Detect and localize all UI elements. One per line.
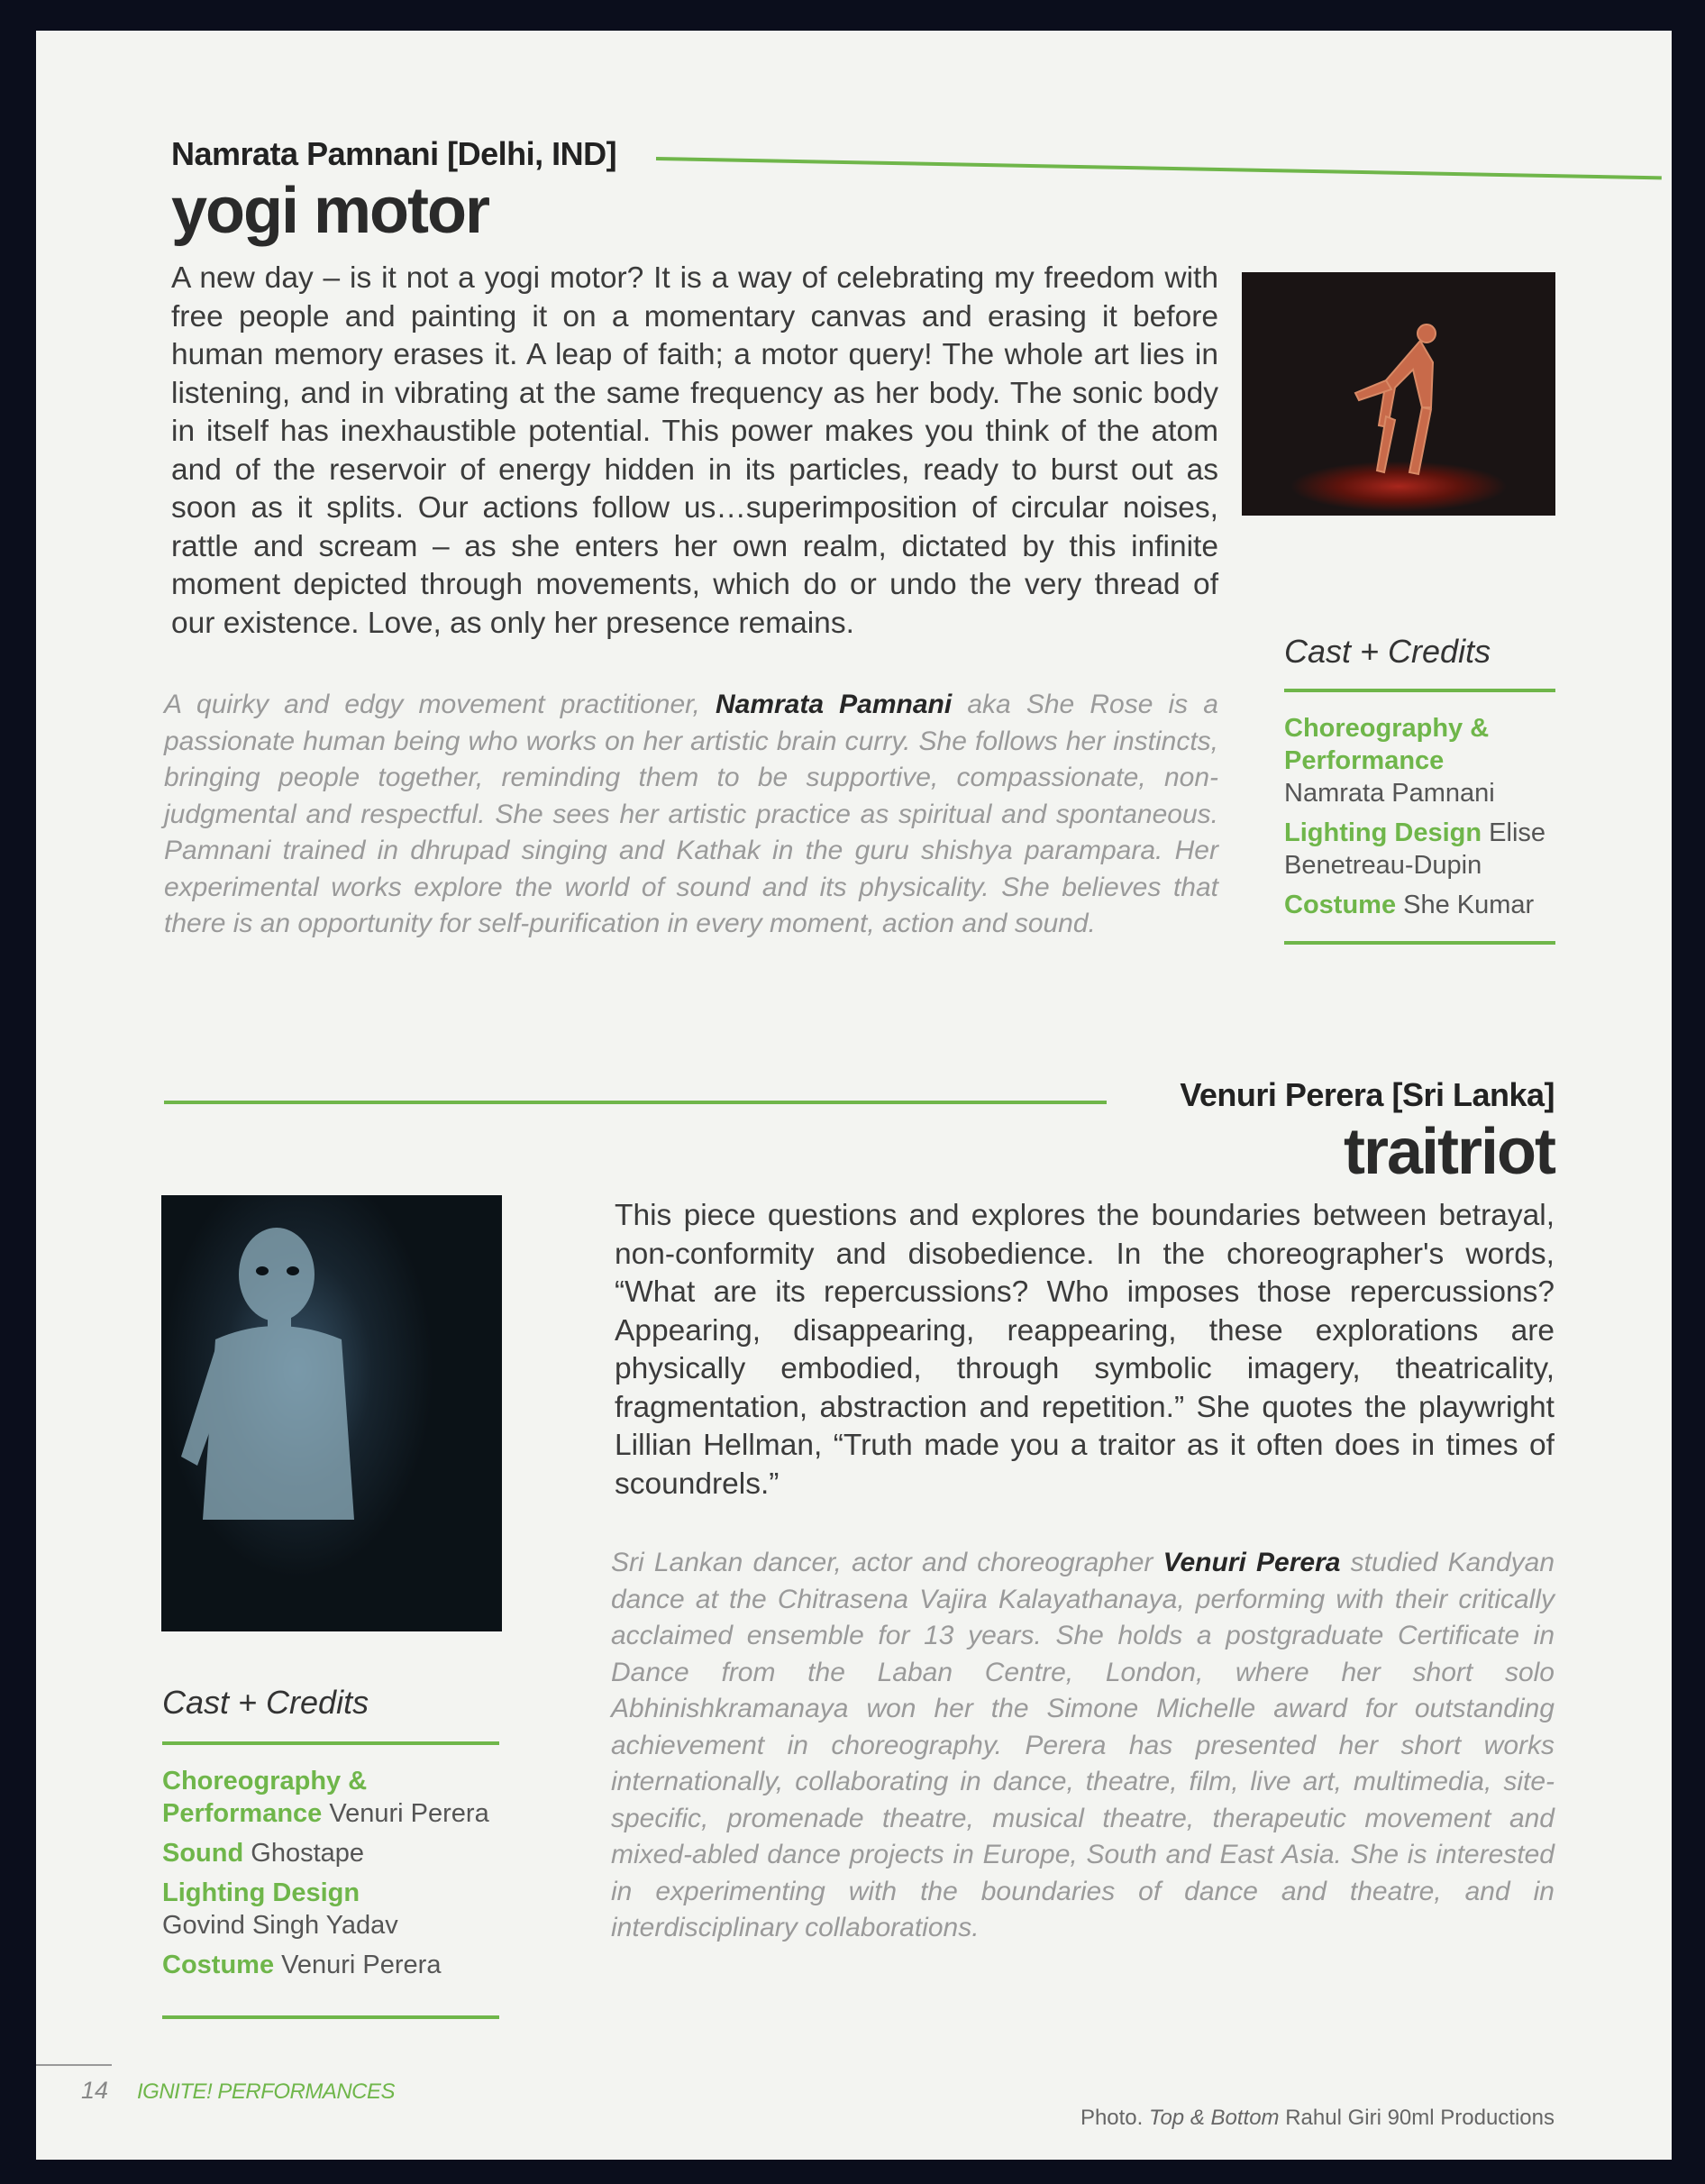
piece2-bio-block <box>611 1545 1555 1947</box>
credit-role: Sound <box>162 1839 244 1868</box>
credit-role: Costume <box>162 1951 275 1979</box>
piece1-performance-photo <box>1242 272 1555 516</box>
photo-credit-name: Rahul Giri 90ml Productions <box>1285 2106 1555 2130</box>
credit-entry <box>162 1949 505 1981</box>
piece1-bio-rest: aka She Rose is a passionate human being who works on her artistic brain curry. She follows her instincts, bringing people together, reminding them to be supportive, compassionate, non-judgmental and respectful. She sees her artistic practice as spiritual and spontaneous. Pamnani trained in dhrupad singing and Kathak in the guru shishya parampara. Her experimental works explore the world of sound and its physicality. She believes that there is an opportunity for self-purification in every moment, action and sound. <box>164 690 1218 938</box>
piece2-credits-top-rule <box>162 1741 499 1745</box>
piece2-credits-heading: Cast + Credits <box>162 1684 369 1721</box>
piece2-credits-list <box>162 1765 505 1988</box>
photo-credit <box>1080 2106 1555 2131</box>
piece1-header-rule <box>656 157 1662 179</box>
piece1-artist: Namrata Pamnani [Delhi, IND] <box>171 135 617 172</box>
piece1-bio <box>164 687 1218 943</box>
credit-name: She Kumar <box>1403 891 1535 919</box>
piece1-credits-list <box>1284 712 1555 928</box>
piece1-credits-bottom-rule <box>1284 941 1555 945</box>
page-number: 14 <box>81 2077 109 2104</box>
credit-entry <box>162 1837 505 1869</box>
series-name: IGNITE! PERFORMANCES <box>137 2079 396 2104</box>
credit-role: Lighting Design <box>162 1878 360 1907</box>
credit-name: Namrata Pamnani <box>1284 779 1495 808</box>
credit-name: Venuri Perera <box>329 1799 489 1828</box>
photo-credit-label: Photo. <box>1080 2106 1144 2130</box>
performer-figure-icon <box>161 1195 502 1631</box>
credit-role: Choreography & Performance <box>162 1767 368 1828</box>
credit-role: Choreography & Performance <box>1284 714 1490 775</box>
dancer-figure-icon <box>1242 272 1555 516</box>
credit-role: Lighting Design <box>1284 818 1482 847</box>
piece2-description: This piece questions and explores the boundaries between betrayal, non-conformity and disobedience. In the choreographer's words, “What are its repercussions? Who imposes those repercussions? Appearing, disappearing, reappearing, these explorations are physically embodied, through symbolic imagery, theatricality, fragmentation, abstraction and repetition.” She quotes the playwright Lillian Hellman, “Truth made you a traitor as it often does in times of scoundrels.” <box>615 1199 1555 1501</box>
piece1-title: yogi motor <box>171 175 488 247</box>
piece2-bio <box>611 1545 1555 1947</box>
credit-entry <box>1284 889 1555 921</box>
piece1-credits-top-rule <box>1284 689 1555 692</box>
credit-role: Costume <box>1284 891 1397 919</box>
piece2-bio-name: Venuri Perera <box>1162 1548 1341 1577</box>
photo-credit-positions: Top & Bottom <box>1149 2106 1280 2130</box>
piece2-bio-rest: studied Kandyan dance at the Chitrasena Vajira Kalayathanaya, performing with their critically acclaimed ensemble for 13 years. She holds a postgraduate Certificate in Dance from the Laban Centre, London, where her short solo Abhinishkramanaya won her the Simone Michelle award for outstanding achievement in choreography. Perera has presented her short works internationally, collaborating in dance, theatre, film, live art, multimedia, site-specific, promenade theatre, musical theatre, therapeutic movement and mixed-abled dance projects in Europe, South and East Asia. She is interested in experimenting with the boundaries of dance and theatre, and in interdisciplinary collaborations. <box>611 1548 1555 1942</box>
piece1-bio-name: Namrata Pamnani <box>715 690 953 719</box>
credit-name: Ghostape <box>251 1839 365 1868</box>
piece2-header-rule <box>164 1101 1107 1104</box>
credit-name: Venuri Perera <box>281 1951 442 1979</box>
piece1-bio-block <box>164 687 1218 943</box>
piece2-performance-photo <box>161 1195 502 1631</box>
piece1-description: A new day – is it not a yogi motor? It is a way of celebrating my freedom with free people and painting it on a momentary canvas and erasing it before human memory erases it. A leap of faith; a motor query! The whole art lies in listening, and in vibrating at the same frequency as her body. The sonic body in itself has inexhaustible potential. This power makes you think of the atom and of the reservoir of energy hidden in its particles, ready to burst out as soon as it splits. Our actions follow us…superimposition of circular noises, rattle and scream – as she enters her own realm, dictated by this infinite moment depicted through movements, which do or undo the very thread of our existence. Love, as only her presence remains. <box>171 261 1218 640</box>
piece1-description-block <box>171 260 1218 643</box>
credit-entry <box>162 1765 505 1830</box>
credit-entry <box>1284 712 1555 809</box>
credit-name: Elise Benetreau-Dupin <box>1284 818 1546 880</box>
piece1-credits-heading: Cast + Credits <box>1284 633 1491 670</box>
credit-name: Govind Singh Yadav <box>162 1911 398 1940</box>
footer-rule <box>36 2064 112 2066</box>
credit-entry <box>1284 817 1555 882</box>
piece1-bio-intro: A quirky and edgy movement practitioner, <box>164 690 716 719</box>
piece2-description-block <box>615 1197 1555 1503</box>
piece2-artist: Venuri Perera [Sri Lanka] <box>1180 1076 1555 1113</box>
credit-entry <box>162 1877 505 1942</box>
brochure-page <box>36 31 1672 2160</box>
piece2-title: traitriot <box>1344 1116 1555 1188</box>
piece2-credits-bottom-rule <box>162 2015 499 2019</box>
piece2-bio-intro: Sri Lankan dancer, actor and choreographer <box>611 1548 1163 1577</box>
